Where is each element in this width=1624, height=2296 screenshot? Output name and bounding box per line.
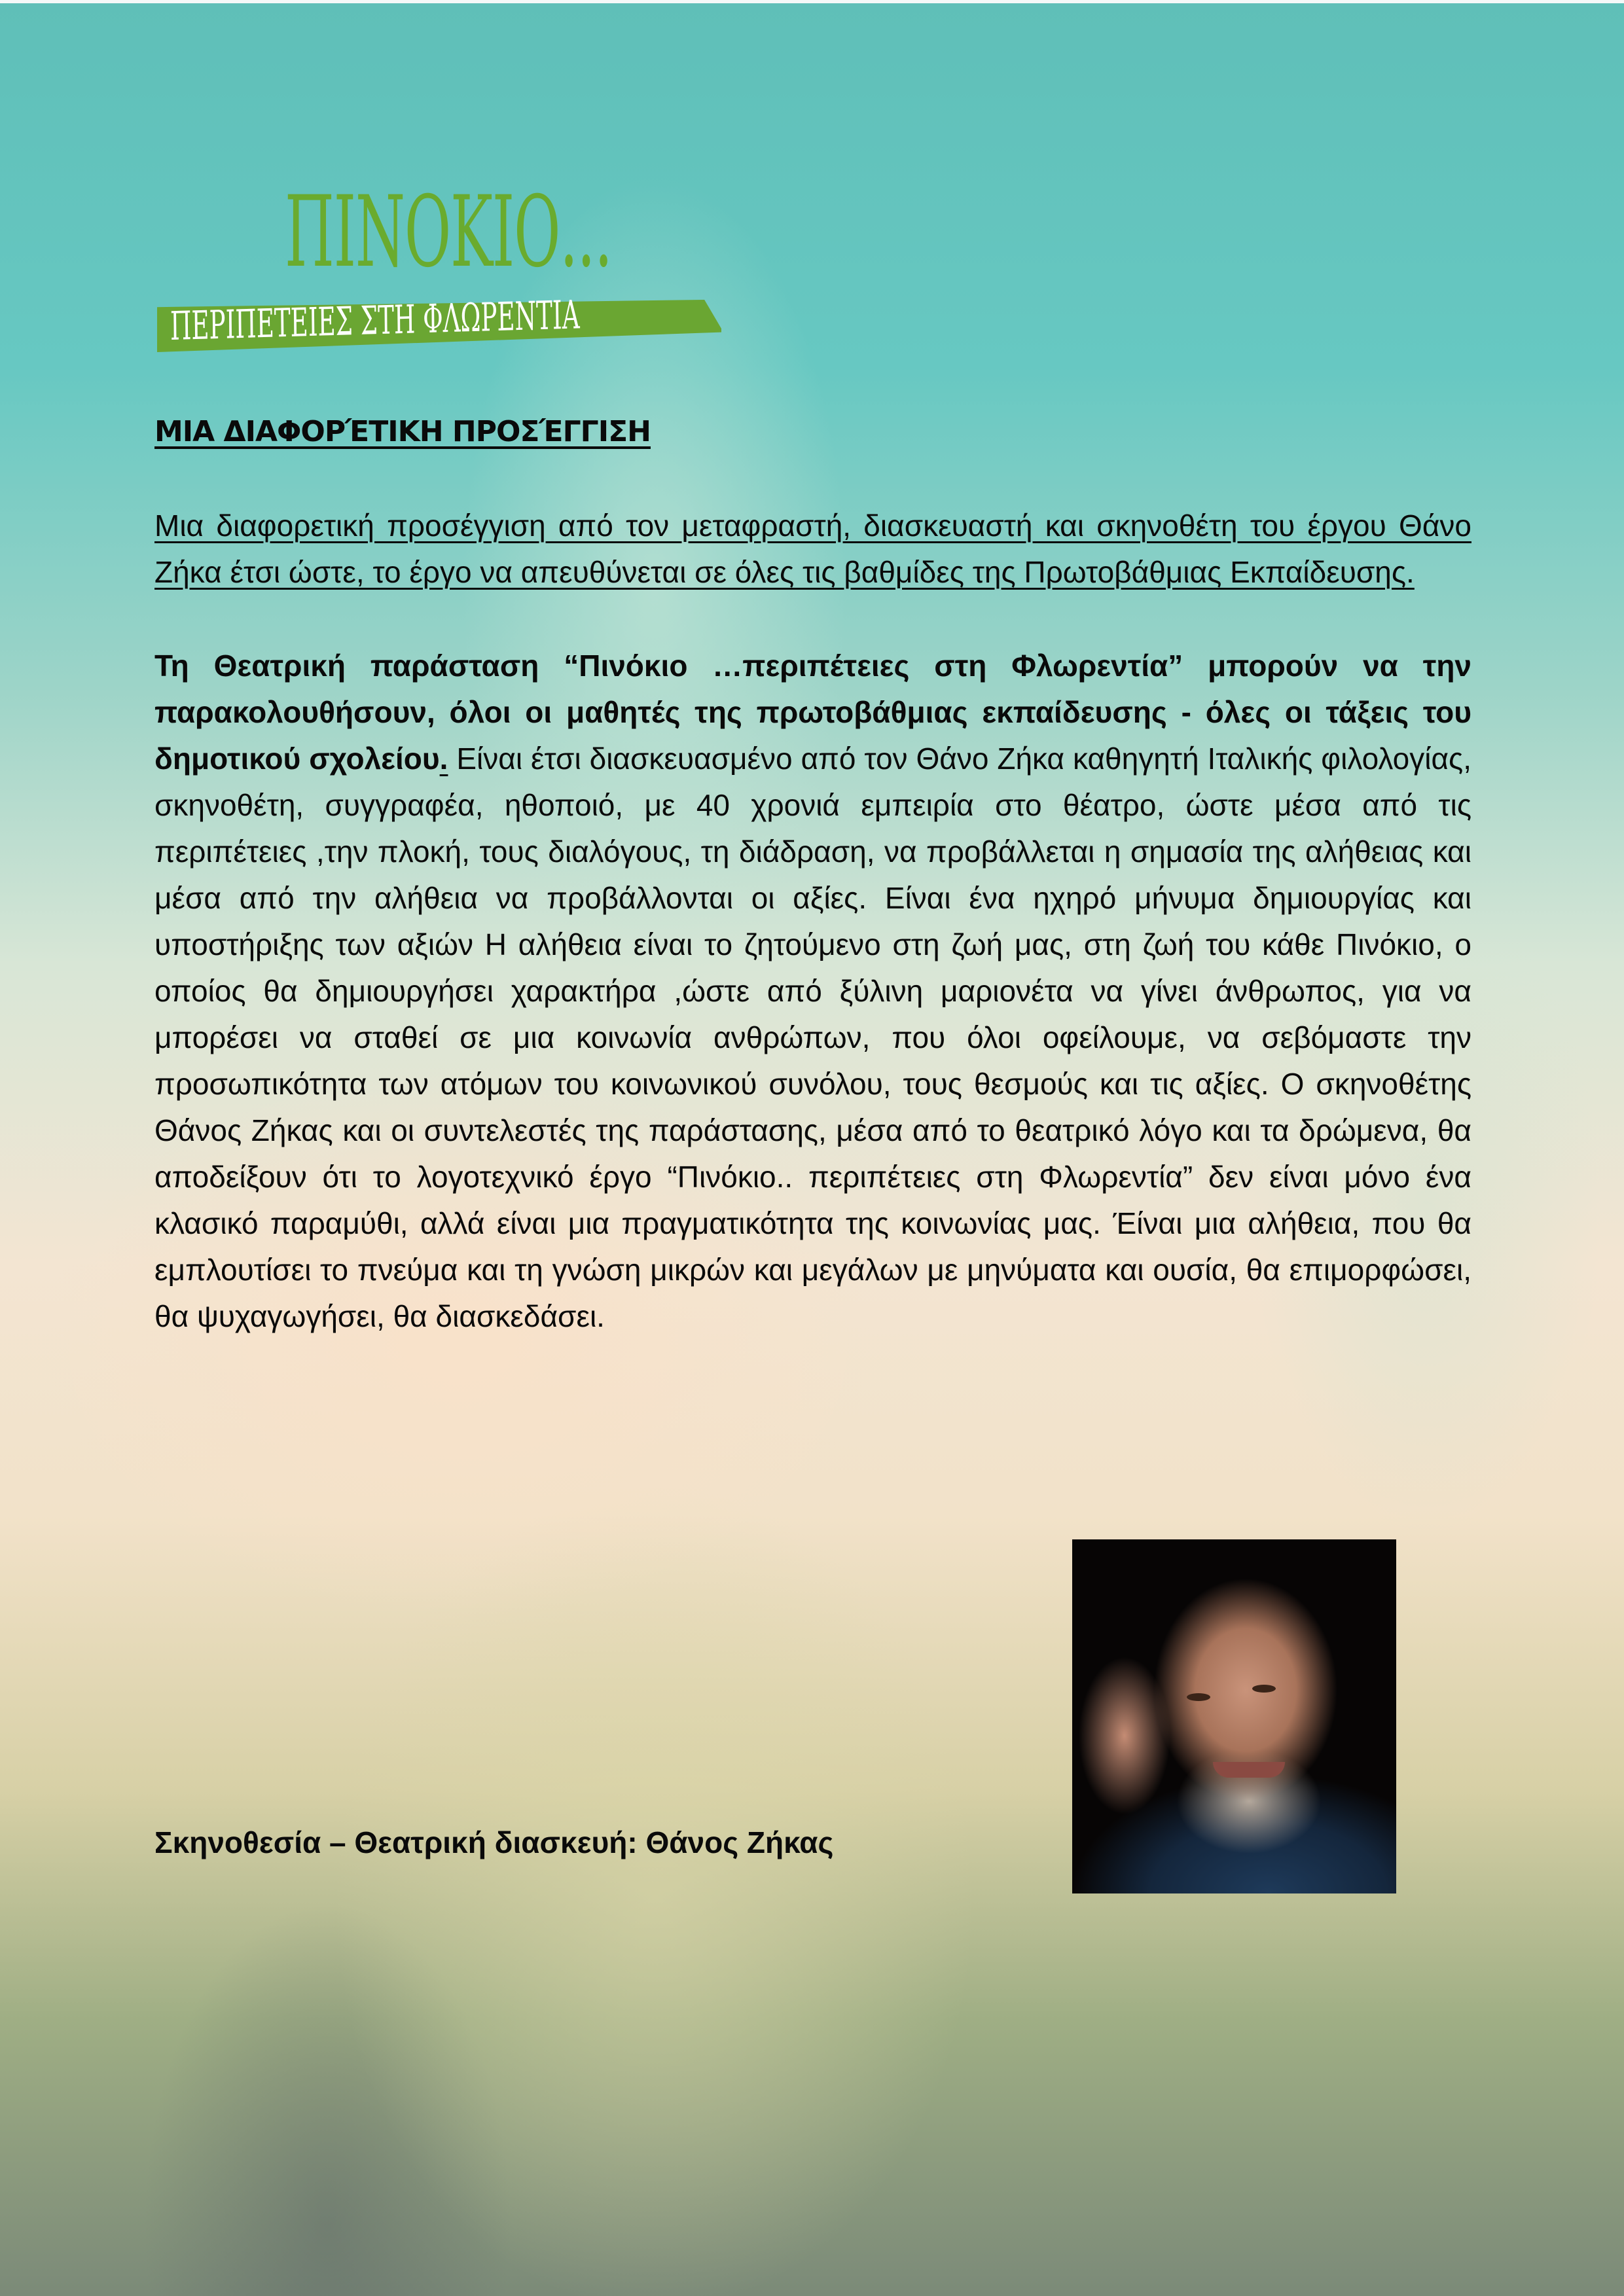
portrait-eye-left [1187, 1693, 1210, 1701]
director-portrait-photo [1072, 1539, 1396, 1893]
show-logo [151, 177, 727, 360]
section-heading: ΜΙΑ ΔΙΑΦΟΡΈΤΙΚΗ ΠΡΟΣΈΓΓΙΣΗ [154, 415, 651, 448]
document-body [154, 412, 1471, 1340]
portrait-eye-right [1252, 1685, 1276, 1693]
intro-paragraph: Μια διαφορετική προσέγγιση από τον μεταφραστή, διασκευαστή και σκηνοθέτη του έργου Θάνο Ζήκα έτσι ώστε, το έργο να απευθύνεται σε όλες τις βαθμίδες της Πρωτοβάθμιας Εκπαίδευσης. [154, 509, 1471, 589]
logo-title: ΠΙΝΟΚΙΟ... [285, 175, 612, 289]
main-paragraph [154, 643, 1471, 1340]
main-paragraph-body: Είναι έτσι διασκευασμένο από τον Θάνο Ζήκα καθηγητή Ιταλικής φιλολογίας, σκηνοθέτη, συγγραφέα, ηθοποιό, με 40 χρονιά εμπειρία στο θέατρο, ώστε μέσα από τις περιπέτειες ,την πλοκή, τους διαλόγους, τη διάδραση, να προβάλλεται η σημασία της αλήθειας και μέσα από την αλήθεια να προβάλλονται οι αξίες. Είναι ένα ηχηρό μήνυμα δημιουργίας και υποστήριξης των αξιών Η αλήθεια είναι το ζητούμενο στη ζωή μας, στη ζωή του κάθε Πινόκιο, ο οποίος θα δημιουργήσει χαρακτήρα ,ώστε από ξύλινη μαριονέτα να γίνει άνθρωπος, για να μπορέσει να σταθεί σε μια κοινωνία ανθρώπων, που όλοι οφείλουμε, να σεβόμαστε την προσωπικότητα των ατόμων του κοινωνικού συνόλου, τους θεσμούς και τις αξίες. Ο σκηνοθέτης Θάνος Ζήκας και οι συντελεστές της παράστασης, μέσα από το θεατρικό λόγο και τα δρώμενα, θα αποδείξουν ότι το λογοτεχνικό έργο “Πινόκιο.. περιπέτειες στη Φλωρεντία” δεν είναι μόνο ένα κλασικό παραμύθι, αλλά είναι μια πραγματικότητα της κοινωνίας μας. Έίναι μια αλήθεια, που θα εμπλουτίσει το πνεύμα και τη γνώση μικρών και μεγάλων με μηνύματα και ουσία, θα επιμορφώσει, θα ψυχαγωγήσει, θα διασκεδάσει. [154, 742, 1471, 1333]
main-paragraph-bold-period: . [439, 742, 448, 776]
portrait-mouth [1213, 1762, 1285, 1778]
director-credit: Σκηνοθεσία – Θεατρική διασκευή: Θάνος Ζήκας [154, 1825, 834, 1859]
top-border [0, 0, 1624, 3]
main-paragraph-bold: Τη Θεατρική παράσταση “Πινόκιο …περιπέτειες στη Φλωρεντία” μπορούν να την παρακολουθήσουν, όλοι οι μαθητές της πρωτοβάθμιας εκπαίδευσης - όλες οι τάξεις του δημοτικού σχολείου [154, 649, 1471, 776]
logo-subtitle: ΠΕΡΙΠΕΤΕΙΕΣ ΣΤΗ ΦΛΩΡΕΝΤΙΑ [170, 292, 580, 350]
